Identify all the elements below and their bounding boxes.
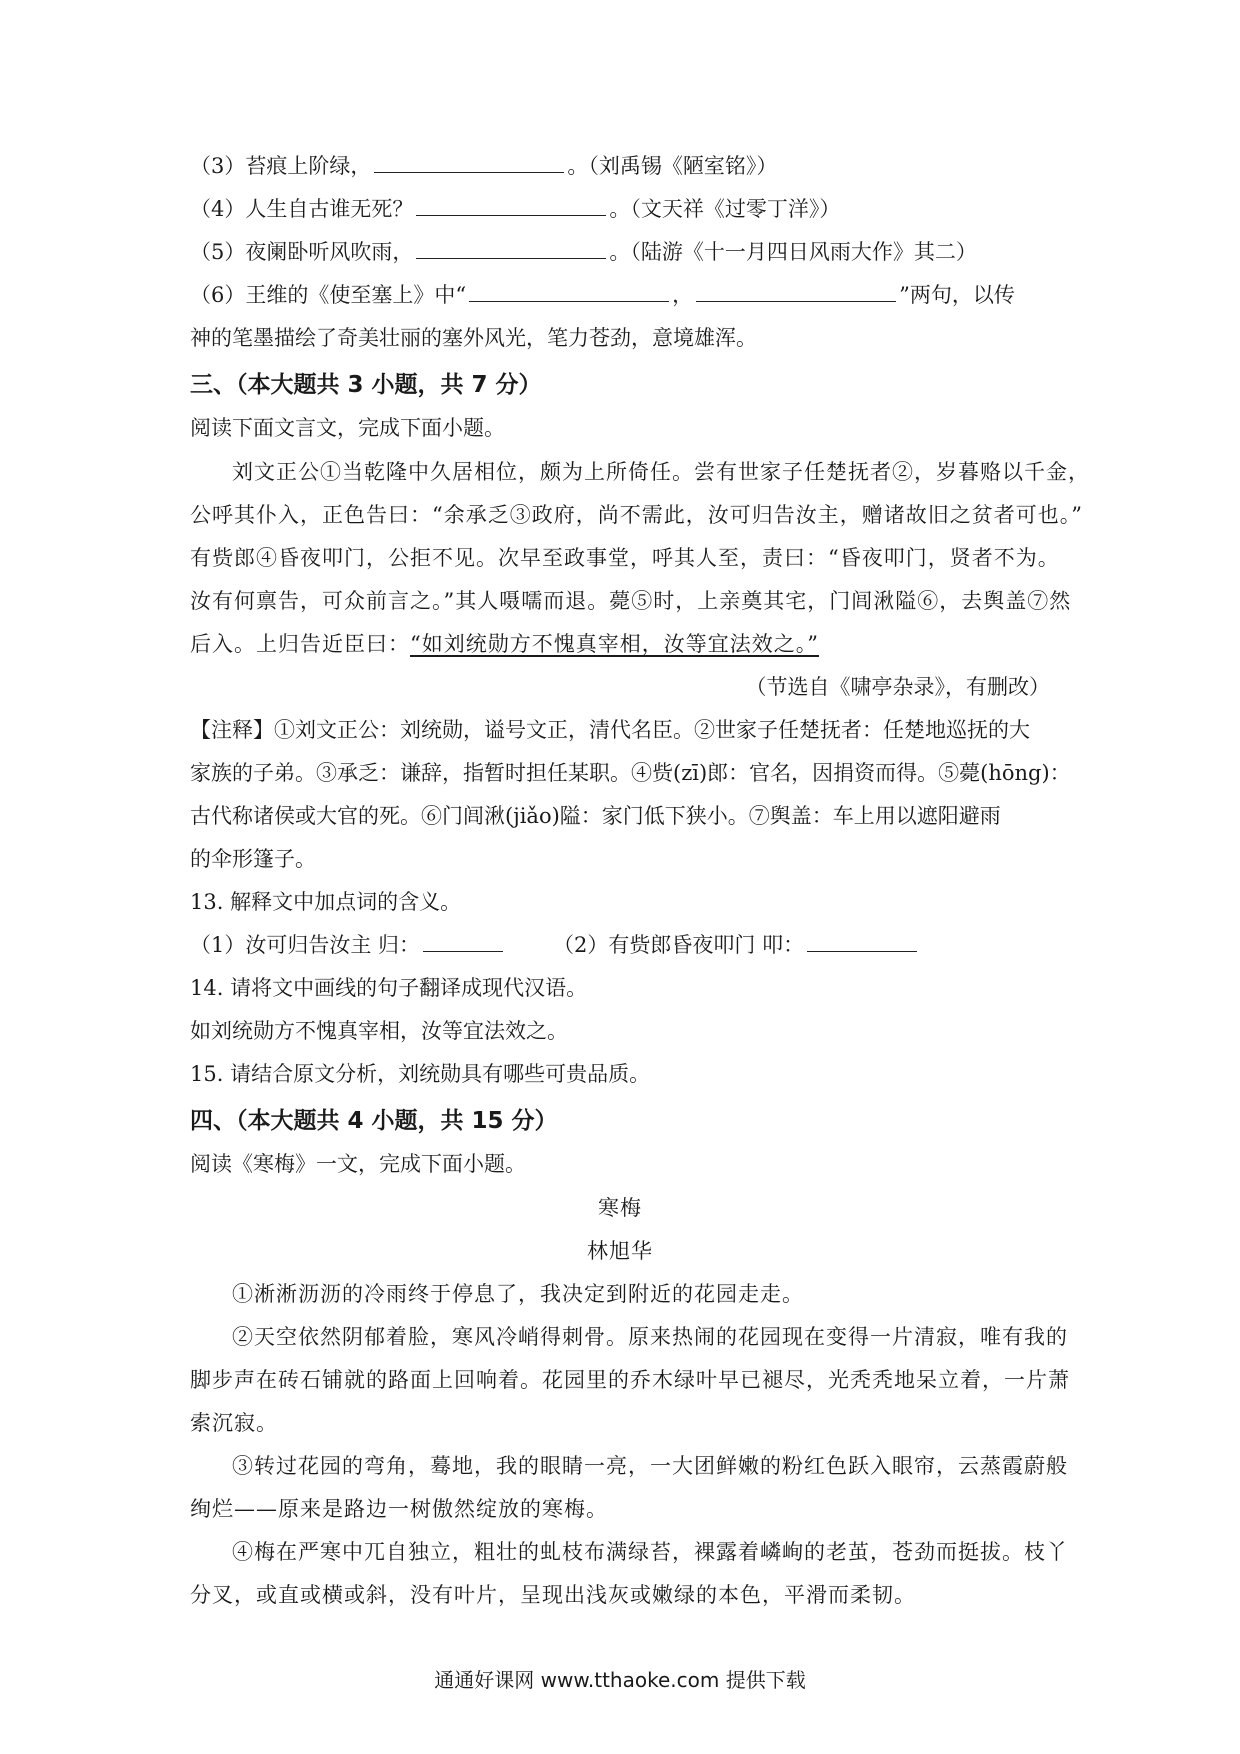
poem-item-4-prompt: （4）人生自古谁无死？ [190,197,414,221]
answer-blank[interactable] [469,301,669,302]
poem-item-3-source: 。（刘禹锡《陋室铭》） [567,154,778,178]
poem-item-5-prompt: （5）夜阑卧听风吹雨， [190,240,414,264]
answer-blank[interactable] [423,951,503,952]
section-3-heading: 三、（本大题共 3 小题，共 7 分） [190,372,542,398]
question-13-2: （2）有赀郎昏夜叩门 叩： [553,933,805,957]
poem-item-3-prompt: （3）苔痕上阶绿， [190,154,372,178]
classical-text-line-3: 有赀郎④昏夜叩门，公拒不见。次早至政事堂，呼其人至，责曰：“昏夜叩门，贤者不为。 [190,546,1060,570]
question-13-items [190,929,920,959]
poem-item-4 [190,193,840,223]
classical-text-line-5 [190,628,819,658]
classical-text-line-1: 刘文正公①当乾隆中久居相位，颇为上所倚任。尝有世家子任楚抚者②，岁暮赂以千金， [232,460,1090,484]
poem-item-5-source: 。（陆游《十一月四日风雨大作》其二） [609,240,977,264]
poem-item-3 [190,150,777,180]
annotation-line-4: 的伞形篷子。 [190,847,316,871]
classical-text-line-5-start: 后入。上归告近臣曰： [190,632,410,656]
essay-title: 寒梅 [598,1196,642,1220]
poem-item-4-source: 。（文天祥《过零丁洋》） [609,197,841,221]
answer-blank[interactable] [807,951,917,952]
answer-blank[interactable] [416,215,606,216]
answer-blank[interactable] [416,258,606,259]
essay-paragraph-3-line-1: ③转过花园的弯角，蓦地，我的眼睛一亮，一大团鲜嫩的粉红色跃入眼帘，云蒸霞蔚般 [232,1454,1068,1478]
essay-paragraph-1: ①淅淅沥沥的冷雨终于停息了，我决定到附近的花园走走。 [232,1282,804,1306]
poem-item-6 [190,279,1015,309]
section-3-intro: 阅读下面文言文，完成下面小题。 [190,416,505,440]
essay-paragraph-2-line-1: ②天空依然阴郁着脸，寒风冷峭得刺骨。原来热闹的花园现在变得一片清寂，唯有我的 [232,1325,1068,1349]
answer-blank[interactable] [374,172,564,173]
comma: ， [672,283,694,307]
poem-item-5 [190,236,977,266]
question-14: 14. 请将文中画线的句子翻译成现代汉语。 [190,976,588,1000]
essay-paragraph-3-line-2: 绚烂——原来是路边一树傲然绽放的寒梅。 [190,1497,608,1521]
essay-paragraph-2-line-2: 脚步声在砖石铺就的路面上回响着。花园里的乔木绿叶早已褪尽，光秃秃地呆立着，一片萧 [190,1368,1070,1392]
question-15: 15. 请结合原文分析，刘统勋具有哪些可贵品质。 [190,1062,651,1086]
annotation-line-3: 古代称诸侯或大官的死。⑥门闾湫(jiǎo)隘：家门低下狭小。⑦舆盖：车上用以遮阳避雨 [190,804,1001,828]
essay-paragraph-4-line-1: ④梅在严寒中兀自独立，粗壮的虬枝布满绿苔，裸露着嶙峋的老茧，苍劲而挺拔。枝丫 [232,1540,1068,1564]
poem-item-6-continued: 神的笔墨描绘了奇美壮丽的塞外风光，笔力苍劲，意境雄浑。 [190,326,757,350]
page-footer: 通通好课网 www.tthaoke.com 提供下载 [434,1668,806,1692]
annotation-line-1: 【注释】①刘文正公：刘统勋，谥号文正，清代名臣。②世家子任楚抚者：任楚地巡抚的大 [190,718,1030,742]
essay-author: 林旭华 [587,1239,653,1263]
poem-item-6-tail: ”两句，以传 [899,283,1015,307]
section-4-intro: 阅读《寒梅》一文，完成下面小题。 [190,1152,526,1176]
text-source: （节选自《啸亭杂录》，有删改） [745,675,1050,699]
classical-text-line-4: 汝有何禀告，可众前言之。”其人嗫嚅而退。薨⑤时，上亲奠其宅，门闾湫隘⑥，去舆盖⑦然 [190,589,1072,613]
classical-text-line-2: 公呼其仆入，正色告曰：“余承乏③政府，尚不需此，汝可归告汝主，赠诸故旧之贫者可也。” [190,503,1083,527]
underlined-sentence: “如刘统勋方不愧真宰相，汝等宜法效之。” [410,632,819,656]
question-14-sentence: 如刘统勋方不愧真宰相，汝等宜法效之。 [190,1019,568,1043]
section-4-heading: 四、（本大题共 4 小题，共 15 分） [190,1108,558,1134]
question-13: 13. 解释文中加点词的含义。 [190,890,462,914]
annotation-line-2: 家族的子弟。③承乏：谦辞，指暂时担任某职。④赀(zī)郎：官名，因捐资而得。⑤薨(hōng)： [190,761,1071,785]
essay-paragraph-2-line-3: 索沉寂。 [190,1411,278,1435]
essay-paragraph-4-line-2: 分叉，或直或横或斜，没有叶片，呈现出浅灰或嫩绿的本色，平滑而柔韧。 [190,1583,916,1607]
answer-blank[interactable] [696,301,896,302]
question-13-1: （1）汝可归告汝主 归： [190,933,421,957]
poem-item-6-prompt: （6）王维的《使至塞上》中“ [190,283,467,307]
